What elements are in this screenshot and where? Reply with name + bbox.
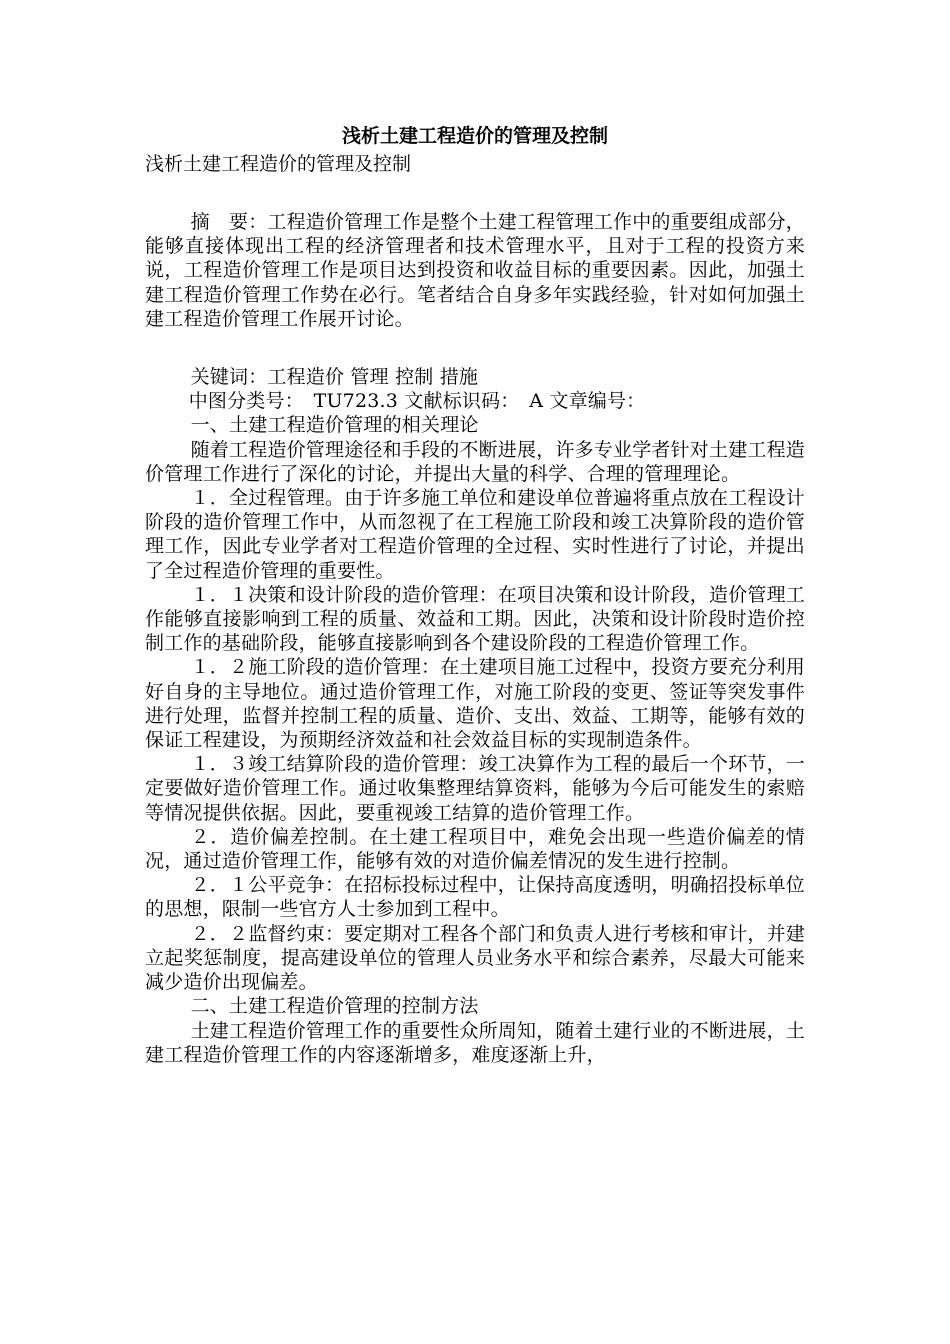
section-heading-2: 二、土建工程造价管理的控制方法 (190, 995, 479, 1018)
document-subtitle: 浅析土建工程造价的管理及控制 (145, 153, 412, 175)
document-page (145, 120, 805, 1067)
blank-line (145, 331, 805, 365)
body-paragraph: １．２施工阶段的造价管理：在土建项目施工过程中，投资方要充分利用好自身的主导地位。通过造价管理工作，对施工阶段的变更、签证等突发事件进行处理，监督并控制工程的质量、造价、支出、效益、工期等，能够有效的保证工程建设，为预期经济效益和社会效益目标的实现制造条件。 (145, 656, 805, 752)
body-paragraph: 随着工程造价管理途径和手段的不断进展，许多专业学者针对土建工程造价管理工作进行了深化的讨论，并提出大量的科学、合理的管理理论。 (145, 438, 805, 485)
keywords-line: 关键词：工程造价 管理 控制 措施 (190, 366, 479, 389)
document-title: 浅析土建工程造价的管理及控制 (341, 125, 608, 147)
body-paragraph: １．全过程管理。由于许多施工单位和建设单位普遍将重点放在工程设计阶段的造价管理工作中，从而忽视了在工程施工阶段和竣工决算阶段的造价管理工作，因此专业学者对工程造价管理的全过程、实时性进行了讨论，并提出了全过程造价管理的重要性。 (145, 487, 805, 582)
classification-line: 中图分类号： TU723.3 文献标识码： A 文章编号： (188, 390, 646, 413)
body-paragraph: １．１决策和设计阶段的造价管理：在项目决策和设计阶段，造价管理工作能够直接影响到工程的质量、效益和工期。因此，决策和设计阶段时造价控制工作的基础阶段，能够直接影响到各个建设阶段的工程造价管理工作。 (145, 583, 805, 655)
abstract-paragraph: 摘 要：工程造价管理工作是整个土建工程管理工作中的重要组成部分，能够直接体现出工程的经济管理者和技术管理水平，且对于工程的投资方来说，工程造价管理工作是项目达到投资和收益目标的重要因素。因此，加强土建工程造价管理工作势在必行。笔者结合自身多年实践经验，针对如何加强土建工程造价管理工作展开讨论。 (145, 211, 805, 330)
section-heading-1: 一、土建工程造价管理的相关理论 (190, 414, 479, 437)
body-paragraph: ２．２监督约束：要定期对工程各个部门和负责人进行考核和审计，并建立起奖惩制度，提高建设单位的管理人员业务水平和综合素养，尽最大可能来减少造价出现偏差。 (145, 922, 805, 994)
body-paragraph: １．３竣工结算阶段的造价管理：竣工决算作为工程的最后一个环节，一定要做好造价管理工作。通过收集整理结算资料，能够为今后可能发生的索赔等情况提供依据。因此，要重视竣工结算的造价管理工作。 (145, 753, 805, 824)
body-paragraph: ２．造价偏差控制。在土建工程项目中，难免会出现一些造价偏差的情况，通过造价管理工作，能够有效的对造价偏差情况的发生进行控制。 (145, 825, 805, 873)
body-paragraph: 土建工程造价管理工作的重要性众所周知，随着土建行业的不断进展，土建工程造价管理工作的内容逐渐增多，难度逐渐上升， (145, 1019, 805, 1066)
body-paragraph: ２．１公平竞争：在招标投标过程中，让保持高度透明，明确招投标单位的思想，限制一些官方人士参加到工程中。 (145, 874, 805, 921)
